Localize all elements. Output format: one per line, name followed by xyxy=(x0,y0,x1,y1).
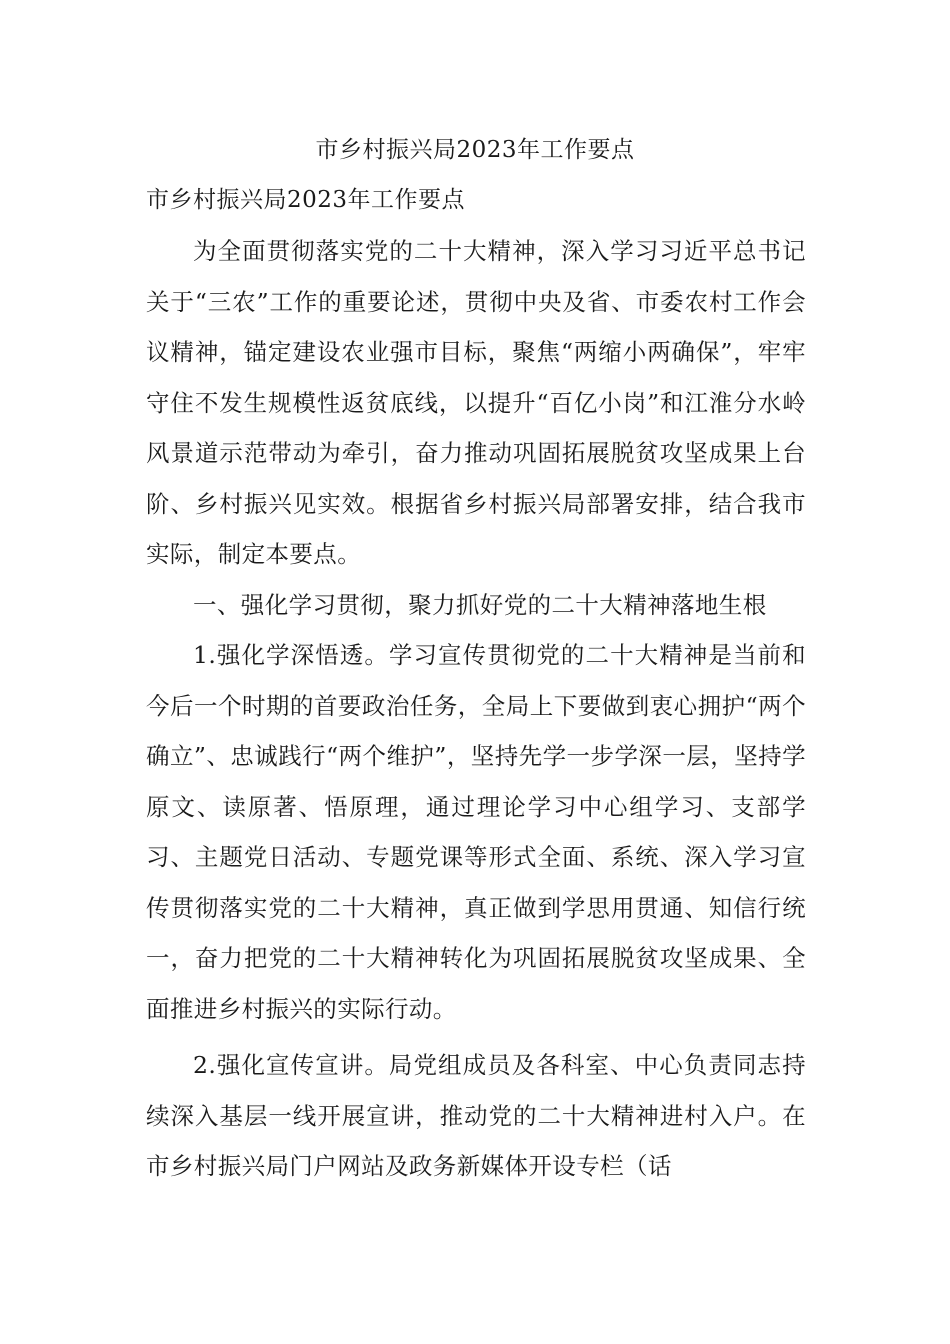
section-heading: 一、强化学习贯彻，聚力抓好党的二十大精神落地生根 xyxy=(193,590,767,619)
item-paragraph-1: 1.强化学深悟透。学习宣传贯彻党的二十大精神是当前和今后一个时期的首要政治任务，全局上下要做到衷心拥护“两个确立”、忠诚践行“两个维护”，坚持先学一步学深一层，坚持学原文、读原著、悟原理，通过理论学习中心组学习、支部学习、主题党日活动、专题党课等形式全面、系统、深入学习宣传贯彻落实党的二十大精神，真正做到学思用贯通、知信行统一，奋力把党的二十大精神转化为巩固拓展脱贫攻坚成果、全面推进乡村振兴的实际行动。 xyxy=(146,641,806,1023)
document-title: 市乡村振兴局2023年工作要点 xyxy=(315,137,635,163)
item-paragraph-2: 2.强化宣传宣讲。局党组成员及各科室、中心负责同志持续深入基层一线开展宣讲，推动党的二十大精神进村入户。在市乡村振兴局门户网站及政务新媒体开设专栏（话 xyxy=(146,1051,806,1180)
document-subtitle: 市乡村振兴局2023年工作要点 xyxy=(146,187,466,213)
document-body xyxy=(146,226,806,1192)
intro-paragraph: 为全面贯彻落实党的二十大精神，深入学习习近平总书记关于“三农”工作的重要论述，贯彻中央及省、市委农村工作会议精神，锚定建设农业强市目标，聚焦“两缩小两确保”，牢牢守住不发生规模性返贫底线，以提升“百亿小岗”和江淮分水岭风景道示范带动为牵引，奋力推动巩固拓展脱贫攻坚成果上台阶、乡村振兴见实效。根据省乡村振兴局部署安排，结合我市实际，制定本要点。 xyxy=(146,237,806,568)
